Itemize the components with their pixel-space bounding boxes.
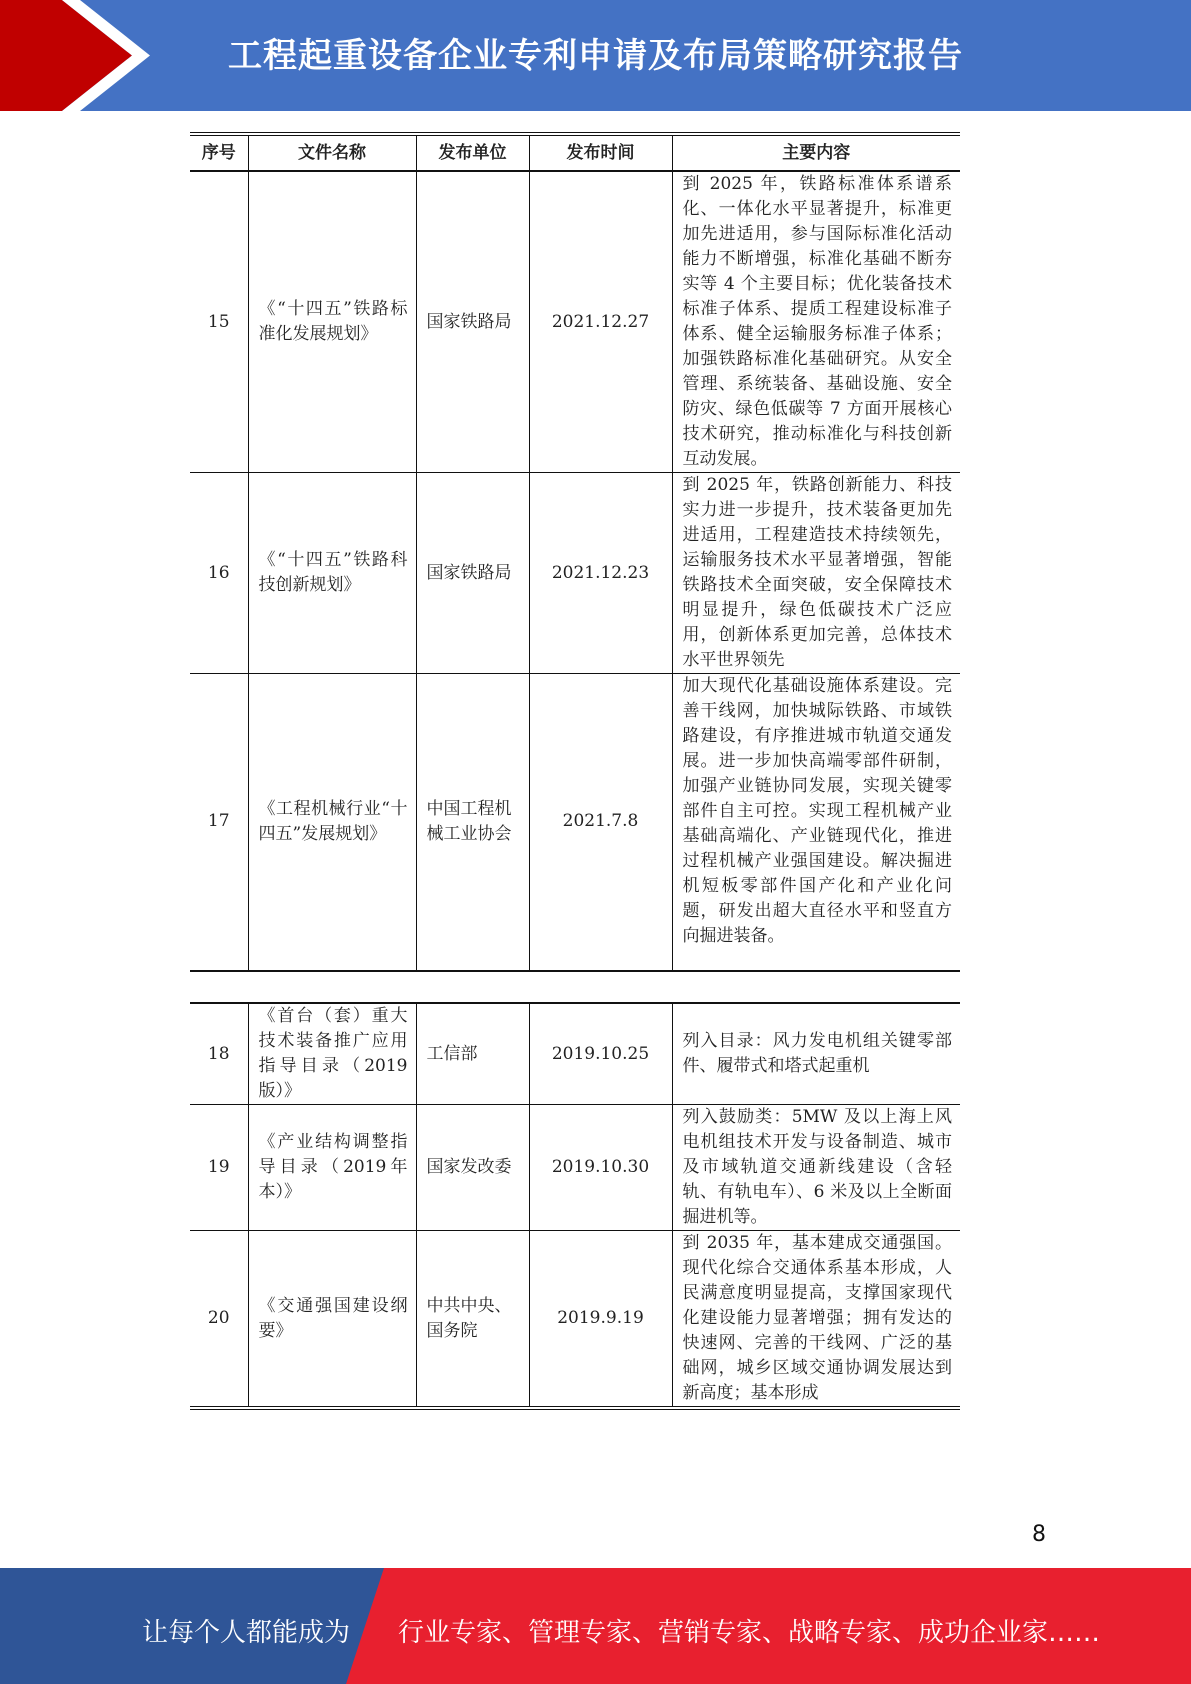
table-row [190,473,960,674]
row-date: 2019.10.25 [529,1003,672,1105]
footer-slogan-left: 让每个人都能成为 [142,1618,351,1648]
table-row [190,674,960,971]
row-number: 19 [190,1105,248,1231]
policy-table-part2 [190,1002,960,1410]
row-content: 到 2025 年，铁路创新能力、科技实力进一步提升，技术装备更加先进适用，工程建造技术持续领先，运输服务技术水平显著增强，智能铁路技术全面突破，安全保障技术明显提升，绿色低碳技术广泛应用，创新体系更加完善，总体技术水平世界领先 [672,473,960,674]
footer-slogan-right: 行业专家、管理专家、营销专家、战略专家、成功企业家…… [398,1618,1101,1648]
row-doc-name: 《产业结构调整指导目录（2019年本）》 [248,1105,416,1231]
row-publisher: 国家铁路局 [416,171,529,473]
col-header-publisher: 发布单位 [416,134,529,171]
table-row [190,1105,960,1231]
row-date: 2019.9.19 [529,1231,672,1409]
row-publisher: 中国工程机械工业协会 [416,674,529,971]
policy-table-part1 [190,132,960,972]
row-content: 列入目录：风力发电机组关键零部件、履带式和塔式起重机 [672,1003,960,1105]
row-date: 2021.12.23 [529,473,672,674]
row-content: 到 2035 年，基本建成交通强国。现代化综合交通体系基本形成，人民满意度明显提高，支撑国家现代化建设能力显著增强；拥有发达的快速网、完善的干线网、广泛的基础网，城乡区域交通协调发展达到新高度；基本形成 [672,1231,960,1409]
col-header-date: 发布时间 [529,134,672,171]
row-doc-name: 《工程机械行业“十四五”发展规划》 [248,674,416,971]
row-publisher: 中共中央、国务院 [416,1231,529,1409]
row-publisher: 国家发改委 [416,1105,529,1231]
row-doc-name: 《首台（套）重大技术装备推广应用指导目录（2019版）》 [248,1003,416,1105]
col-header-content: 主要内容 [672,134,960,171]
row-publisher: 工信部 [416,1003,529,1105]
row-publisher: 国家铁路局 [416,473,529,674]
page-number: 8 [1032,1522,1046,1547]
row-number: 15 [190,171,248,473]
row-number: 20 [190,1231,248,1409]
row-doc-name: 《“十四五”铁路科技创新规划》 [248,473,416,674]
row-date: 2019.10.30 [529,1105,672,1231]
row-date: 2021.12.27 [529,171,672,473]
col-header-number: 序号 [190,134,248,171]
row-content: 到 2025 年，铁路标准体系谱系化、一体化水平显著提升，标准更加先进适用，参与国际标准化活动能力不断增强，标准化基础不断夯实等 4 个主要目标；优化装备技术标准子体系、提质工程建设标准子体系、健全运输服务标准子体系；加强铁路标准化基础研究。从安全管理、系统装备、基础设施、安全防灾、绿色低碳等 7 方面开展核心技术研究，推动标准化与科技创新互动发展。 [672,171,960,473]
header-arrow-decoration [0,0,160,111]
page-header [0,0,1191,111]
row-number: 18 [190,1003,248,1105]
table-header-row [190,134,960,171]
col-header-doc-name: 文件名称 [248,134,416,171]
report-title: 工程起重设备企业专利申请及布局策略研究报告 [228,36,963,76]
table-row [190,1231,960,1409]
table-row [190,171,960,473]
page-footer [0,1568,1191,1684]
row-doc-name: 《“十四五”铁路标准化发展规划》 [248,171,416,473]
row-number: 16 [190,473,248,674]
row-doc-name: 《交通强国建设纲要》 [248,1231,416,1409]
row-date: 2021.7.8 [529,674,672,971]
row-content: 列入鼓励类：5MW 及以上海上风电机组技术开发与设备制造、城市及市域轨道交通新线建设（含轻轨、有轨电车）、6 米及以上全断面掘进机等。 [672,1105,960,1231]
table-row [190,1003,960,1105]
row-content: 加大现代化基础设施体系建设。完善干线网，加快城际铁路、市域铁路建设，有序推进城市轨道交通发展。进一步加快高端零部件研制，加强产业链协同发展，实现关键零部件自主可控。实现工程机械产业基础高端化、产业链现代化，推进过程机械产业强国建设。解决掘进机短板零部件国产化和产业化问题，研发出超大直径水平和竖直方向掘进装备。 [672,674,960,971]
row-number: 17 [190,674,248,971]
